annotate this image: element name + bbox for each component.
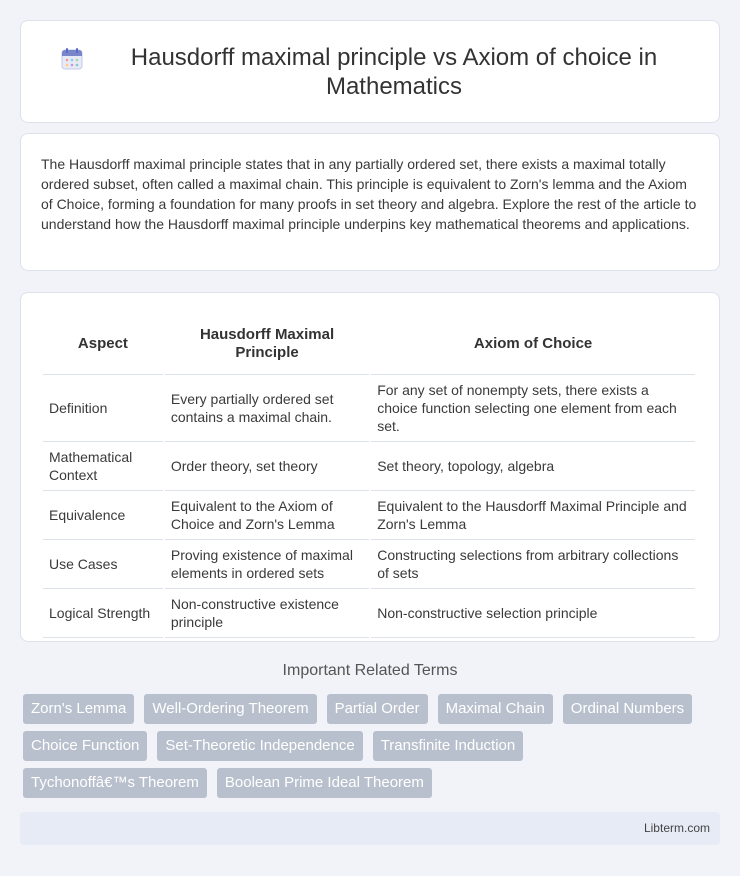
comparison-card <box>20 292 720 642</box>
table-header-row <box>43 313 695 375</box>
related-terms-heading: Important Related Terms <box>282 662 458 679</box>
tag-well-ordering-theorem[interactable]: Well-Ordering Theorem <box>144 694 316 724</box>
title-wrap <box>60 43 680 101</box>
tag-transfinite-induction[interactable]: Transfinite Induction <box>373 731 524 761</box>
row-aspect-cell: Logical Strength <box>43 589 163 638</box>
title-card <box>20 20 720 123</box>
tag-partial-order[interactable]: Partial Order <box>327 694 428 724</box>
row-axiom-cell: Non-constructive selection principle <box>371 589 695 638</box>
tag-boolean-prime-ideal-theorem[interactable]: Boolean Prime Ideal Theorem <box>217 768 432 798</box>
row-aspect-cell: Mathematical Context <box>43 442 163 491</box>
intro-paragraph: The Hausdorff maximal principle states that in any partially ordered set, there exists a maximal totally ordered subset, often called a maximal chain. This principle is equivalent to Zorn's lemma and the Axiom of Choice, forming a foundation for many proofs in set theory and algebra. Explore the rest of the article to understand how the Hausdorff maximal principle underpins key mathematical theorems and applications. <box>41 156 697 232</box>
row-aspect-cell: Equivalence <box>43 491 163 540</box>
row-hausdorff-cell: Equivalent to the Axiom of Choice and Zorn's Lemma <box>165 491 369 540</box>
row-aspect-cell: Use Cases <box>43 540 163 589</box>
tag-zorns-lemma[interactable]: Zorn's Lemma <box>23 694 134 724</box>
table-row <box>43 442 695 491</box>
page-title: Hausdorff maximal principle vs Axiom of choice in Mathematics <box>130 43 658 100</box>
row-aspect-cell: Definition <box>43 375 163 442</box>
table-row <box>43 540 695 589</box>
row-axiom-cell: Equivalent to the Hausdorff Maximal Principle and Zorn's Lemma <box>371 491 695 540</box>
footer <box>20 812 720 845</box>
row-hausdorff-cell: Every partially ordered set contains a maximal chain. <box>165 375 369 442</box>
row-axiom-cell: Set theory, topology, algebra <box>371 442 695 491</box>
table-row <box>43 375 695 442</box>
related-terms-list <box>20 694 720 805</box>
tag-set-theoretic-independence[interactable]: Set-Theoretic Independence <box>157 731 362 761</box>
row-hausdorff-cell: Non-constructive existence principle <box>165 589 369 638</box>
intro-card <box>20 133 720 271</box>
footer-site-link[interactable]: Libterm.com <box>643 821 710 835</box>
table-row <box>43 491 695 540</box>
calendar-icon <box>60 47 84 71</box>
comparison-table <box>41 313 697 638</box>
header-axiom-of-choice: Axiom of Choice <box>371 313 695 375</box>
row-axiom-cell: Constructing selections from arbitrary collections of sets <box>371 540 695 589</box>
header-hausdorff: Hausdorff Maximal Principle <box>165 313 369 375</box>
row-hausdorff-cell: Proving existence of maximal elements in ordered sets <box>165 540 369 589</box>
tag-maximal-chain[interactable]: Maximal Chain <box>438 694 553 724</box>
table-row <box>43 589 695 638</box>
row-hausdorff-cell: Order theory, set theory <box>165 442 369 491</box>
tag-tychonoffs-theorem[interactable]: Tychonoffâ€™s Theorem <box>23 768 207 798</box>
tag-choice-function[interactable]: Choice Function <box>23 731 147 761</box>
row-axiom-cell: For any set of nonempty sets, there exists a choice function selecting one element from each set. <box>371 375 695 442</box>
header-aspect: Aspect <box>43 313 163 375</box>
tag-ordinal-numbers[interactable]: Ordinal Numbers <box>563 694 692 724</box>
